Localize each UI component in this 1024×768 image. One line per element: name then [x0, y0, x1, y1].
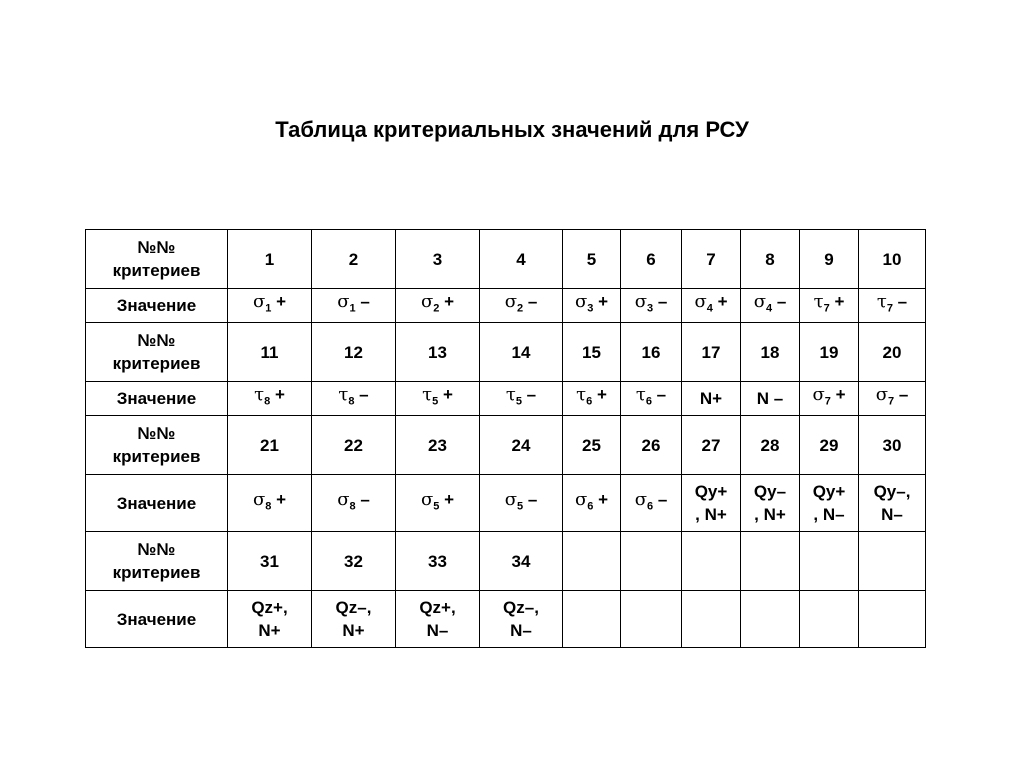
- criteria-sign: –: [653, 292, 668, 312]
- criteria-value-cell: [228, 475, 312, 532]
- criteria-value-cell: [480, 475, 563, 532]
- criteria-value-cell: [396, 382, 480, 416]
- criteria-subscript: 6: [646, 500, 654, 513]
- criteria-number-cell: 1: [228, 230, 312, 289]
- criteria-value-cell: [480, 382, 563, 416]
- criteria-number-cell: 28: [741, 416, 800, 475]
- criteria-value-cell: [800, 289, 859, 323]
- criteria-sign: +: [712, 292, 728, 312]
- criteria-value-cell: [741, 591, 800, 648]
- criteria-sign: –: [651, 385, 667, 405]
- criteria-subscript: 3: [587, 302, 594, 315]
- criteria-subscript: 6: [587, 500, 594, 513]
- criteria-number-cell: 15: [563, 323, 621, 382]
- criteria-symbol: τ: [338, 384, 349, 406]
- criteria-number-header: [86, 532, 228, 591]
- criteria-number-cell: [621, 532, 682, 591]
- criteria-subscript: 1: [265, 302, 272, 315]
- criteria-number-cell: 21: [228, 416, 312, 475]
- criteria-number-cell: 34: [480, 532, 563, 591]
- criteria-number-cell: 30: [859, 416, 926, 475]
- criteria-value-cell: [800, 591, 859, 648]
- criteria-subscript: 5: [515, 395, 522, 408]
- criteria-subscript: 6: [645, 395, 652, 408]
- criteria-symbol: σ: [504, 488, 517, 510]
- criteria-sign: +: [829, 292, 845, 312]
- criteria-subscript: 5: [432, 395, 439, 408]
- criteria-number-cell: 6: [621, 230, 682, 289]
- criteria-number-cell: 11: [228, 323, 312, 382]
- criteria-subscript: 3: [646, 302, 654, 315]
- criteria-value-text: N+: [699, 389, 723, 408]
- criteria-value-cell: [228, 289, 312, 323]
- criteria-sign: +: [593, 489, 609, 509]
- criteria-value-line: N–: [426, 621, 449, 640]
- criteria-number-label: критериев: [112, 354, 201, 373]
- criteria-value-line: , N–: [813, 505, 845, 524]
- criteria-number-cell: 19: [800, 323, 859, 382]
- criteria-value-line: N+: [258, 621, 281, 640]
- criteria-number-cell: [800, 532, 859, 591]
- criteria-number-header: [86, 416, 228, 475]
- criteria-value-line: Qy+: [694, 482, 728, 501]
- criteria-number-cell: 13: [396, 323, 480, 382]
- criteria-value-cell: [682, 289, 741, 323]
- criteria-number-cell: 2: [312, 230, 396, 289]
- criteria-value-text: N –: [756, 389, 784, 408]
- criteria-sign: –: [521, 385, 537, 405]
- criteria-number-header: [86, 230, 228, 289]
- criteria-number-cell: 17: [682, 323, 741, 382]
- criteria-symbol: σ: [504, 291, 517, 313]
- criteria-value-cell: [312, 591, 396, 648]
- criteria-number-label: критериев: [112, 447, 201, 466]
- criteria-value-cell: [682, 475, 741, 532]
- criteria-value-line: Qz+,: [419, 598, 456, 617]
- page-title: Таблица критериальных значений для РСУ: [275, 117, 749, 142]
- criteria-symbol: σ: [634, 488, 647, 510]
- criteria-number-cell: 23: [396, 416, 480, 475]
- criteria-number-cell: 4: [480, 230, 563, 289]
- criteria-value-cell: [741, 475, 800, 532]
- criteria-symbol: σ: [574, 291, 588, 313]
- criteria-number-label: критериев: [112, 261, 201, 280]
- criteria-sign: +: [439, 489, 455, 509]
- criteria-symbol: σ: [634, 291, 647, 313]
- criteria-sign: +: [592, 385, 607, 405]
- criteria-number-cell: [682, 532, 741, 591]
- criteria-number-cell: 8: [741, 230, 800, 289]
- criteria-value-cell: [396, 289, 480, 323]
- criteria-sign: –: [355, 489, 370, 509]
- criteria-symbol: τ: [254, 384, 265, 406]
- criteria-number-cell: 31: [228, 532, 312, 591]
- criteria-symbol: τ: [422, 384, 433, 406]
- criteria-symbol: τ: [876, 291, 887, 313]
- criteria-number-cell: 5: [563, 230, 621, 289]
- criteria-sign: –: [523, 489, 538, 509]
- criteria-number-label: критериев: [112, 563, 201, 582]
- criteria-value-row: [86, 382, 926, 416]
- criteria-subscript: 4: [765, 302, 773, 315]
- criteria-number-cell: 27: [682, 416, 741, 475]
- criteria-number-cell: 20: [859, 323, 926, 382]
- criteria-sign: +: [830, 385, 846, 405]
- criteria-value-cell: [312, 475, 396, 532]
- criteria-number-cell: [741, 532, 800, 591]
- criteria-value-cell: [563, 591, 621, 648]
- criteria-value-cell: [396, 475, 480, 532]
- criteria-number-cell: 7: [682, 230, 741, 289]
- criteria-value-cell: [741, 382, 800, 416]
- criteria-number-label: №№: [137, 540, 176, 559]
- criteria-subscript: 6: [586, 395, 593, 408]
- criteria-subscript: 8: [348, 395, 355, 408]
- criteria-value-line: Qz–,: [335, 598, 372, 617]
- criteria-sign: –: [892, 292, 908, 312]
- criteria-number-label: №№: [137, 424, 176, 443]
- criteria-subscript: 7: [886, 302, 893, 315]
- criteria-table: [85, 229, 926, 648]
- criteria-number-cell: 32: [312, 532, 396, 591]
- criteria-symbol: σ: [252, 291, 266, 313]
- criteria-value-cell: [800, 382, 859, 416]
- criteria-number-cell: 33: [396, 532, 480, 591]
- criteria-subscript: 8: [349, 500, 356, 513]
- criteria-symbol: σ: [420, 291, 434, 313]
- criteria-symbol: σ: [753, 291, 766, 313]
- criteria-value-cell: [312, 382, 396, 416]
- criteria-subscript: 7: [824, 395, 831, 408]
- criteria-sign: –: [772, 292, 787, 312]
- criteria-number-cell: 16: [621, 323, 682, 382]
- criteria-number-cell: 9: [800, 230, 859, 289]
- criteria-value-cell: [859, 591, 926, 648]
- criteria-value-cell: [859, 382, 926, 416]
- criteria-sign: –: [355, 292, 370, 312]
- criteria-value-cell: [312, 289, 396, 323]
- criteria-value-cell: [228, 591, 312, 648]
- criteria-value-row: [86, 591, 926, 648]
- criteria-sign: +: [270, 385, 285, 405]
- criteria-subscript: 2: [516, 302, 524, 315]
- criteria-value-header: Значение: [86, 475, 228, 532]
- criteria-symbol: σ: [812, 384, 825, 406]
- criteria-value-header: Значение: [86, 289, 228, 323]
- criteria-symbol: τ: [576, 384, 587, 406]
- criteria-number-row: [86, 230, 926, 289]
- criteria-symbol: σ: [875, 384, 888, 406]
- criteria-value-line: Qz–,: [503, 598, 539, 617]
- criteria-number-cell: 25: [563, 416, 621, 475]
- criteria-sign: +: [593, 292, 609, 312]
- criteria-subscript: 5: [433, 500, 440, 513]
- criteria-symbol: τ: [635, 384, 646, 406]
- criteria-number-cell: [859, 532, 926, 591]
- criteria-subscript: 8: [265, 500, 272, 513]
- criteria-number-cell: 22: [312, 416, 396, 475]
- criteria-sign: +: [439, 292, 455, 312]
- criteria-sign: +: [271, 489, 287, 509]
- criteria-subscript: 2: [433, 302, 440, 315]
- criteria-number-label: №№: [137, 331, 176, 350]
- criteria-sign: –: [894, 385, 909, 405]
- criteria-value-line: N+: [342, 621, 365, 640]
- criteria-value-line: Qy+: [812, 482, 846, 501]
- criteria-subscript: 7: [887, 395, 895, 408]
- criteria-symbol: σ: [252, 488, 266, 510]
- criteria-number-cell: 18: [741, 323, 800, 382]
- criteria-subscript: 1: [349, 302, 356, 315]
- criteria-number-cell: [563, 532, 621, 591]
- criteria-number-label: №№: [137, 238, 176, 257]
- criteria-symbol: σ: [694, 291, 707, 313]
- criteria-value-cell: [563, 289, 621, 323]
- criteria-number-cell: 3: [396, 230, 480, 289]
- criteria-value-cell: [396, 591, 480, 648]
- criteria-number-row: [86, 416, 926, 475]
- criteria-value-line: Qy–: [753, 482, 787, 501]
- criteria-value-cell: [621, 591, 682, 648]
- criteria-value-cell: [563, 475, 621, 532]
- criteria-value-cell: [741, 289, 800, 323]
- criteria-value-header: Значение: [86, 382, 228, 416]
- criteria-symbol: σ: [574, 488, 588, 510]
- criteria-subscript: 8: [264, 395, 271, 408]
- criteria-subscript: 7: [823, 302, 830, 315]
- criteria-value-row: [86, 289, 926, 323]
- criteria-sign: –: [354, 385, 369, 405]
- criteria-table-body: [86, 230, 926, 648]
- criteria-value-cell: [682, 382, 741, 416]
- criteria-value-cell: [621, 382, 682, 416]
- criteria-symbol: τ: [813, 291, 824, 313]
- criteria-value-line: , N+: [695, 505, 727, 524]
- criteria-value-row: [86, 475, 926, 532]
- criteria-value-cell: [480, 591, 563, 648]
- criteria-subscript: 4: [706, 302, 713, 315]
- criteria-value-line: N–: [510, 621, 532, 640]
- criteria-sign: +: [271, 292, 287, 312]
- criteria-value-cell: [800, 475, 859, 532]
- criteria-number-cell: 24: [480, 416, 563, 475]
- criteria-value-header: Значение: [86, 591, 228, 648]
- criteria-value-cell: [621, 289, 682, 323]
- criteria-value-cell: [859, 289, 926, 323]
- criteria-value-line: N–: [881, 505, 903, 524]
- criteria-number-cell: 10: [859, 230, 926, 289]
- criteria-value-cell: [859, 475, 926, 532]
- criteria-value-cell: [228, 382, 312, 416]
- criteria-value-line: Qy–,: [873, 482, 911, 501]
- criteria-symbol: σ: [337, 291, 350, 313]
- criteria-value-cell: [682, 591, 741, 648]
- criteria-value-cell: [621, 475, 682, 532]
- criteria-value-cell: [563, 382, 621, 416]
- criteria-sign: –: [653, 489, 668, 509]
- criteria-value-line: , N+: [754, 505, 786, 524]
- criteria-number-cell: 12: [312, 323, 396, 382]
- criteria-symbol: σ: [337, 488, 350, 510]
- criteria-number-cell: 29: [800, 416, 859, 475]
- criteria-sign: –: [523, 292, 538, 312]
- criteria-number-cell: 14: [480, 323, 563, 382]
- criteria-symbol: τ: [505, 384, 516, 406]
- criteria-number-cell: 26: [621, 416, 682, 475]
- criteria-value-line: Qz+,: [251, 598, 288, 617]
- criteria-number-header: [86, 323, 228, 382]
- criteria-symbol: σ: [420, 488, 434, 510]
- criteria-subscript: 5: [516, 500, 524, 513]
- criteria-sign: +: [438, 385, 453, 405]
- criteria-value-cell: [480, 289, 563, 323]
- criteria-number-row: [86, 532, 926, 591]
- criteria-number-row: [86, 323, 926, 382]
